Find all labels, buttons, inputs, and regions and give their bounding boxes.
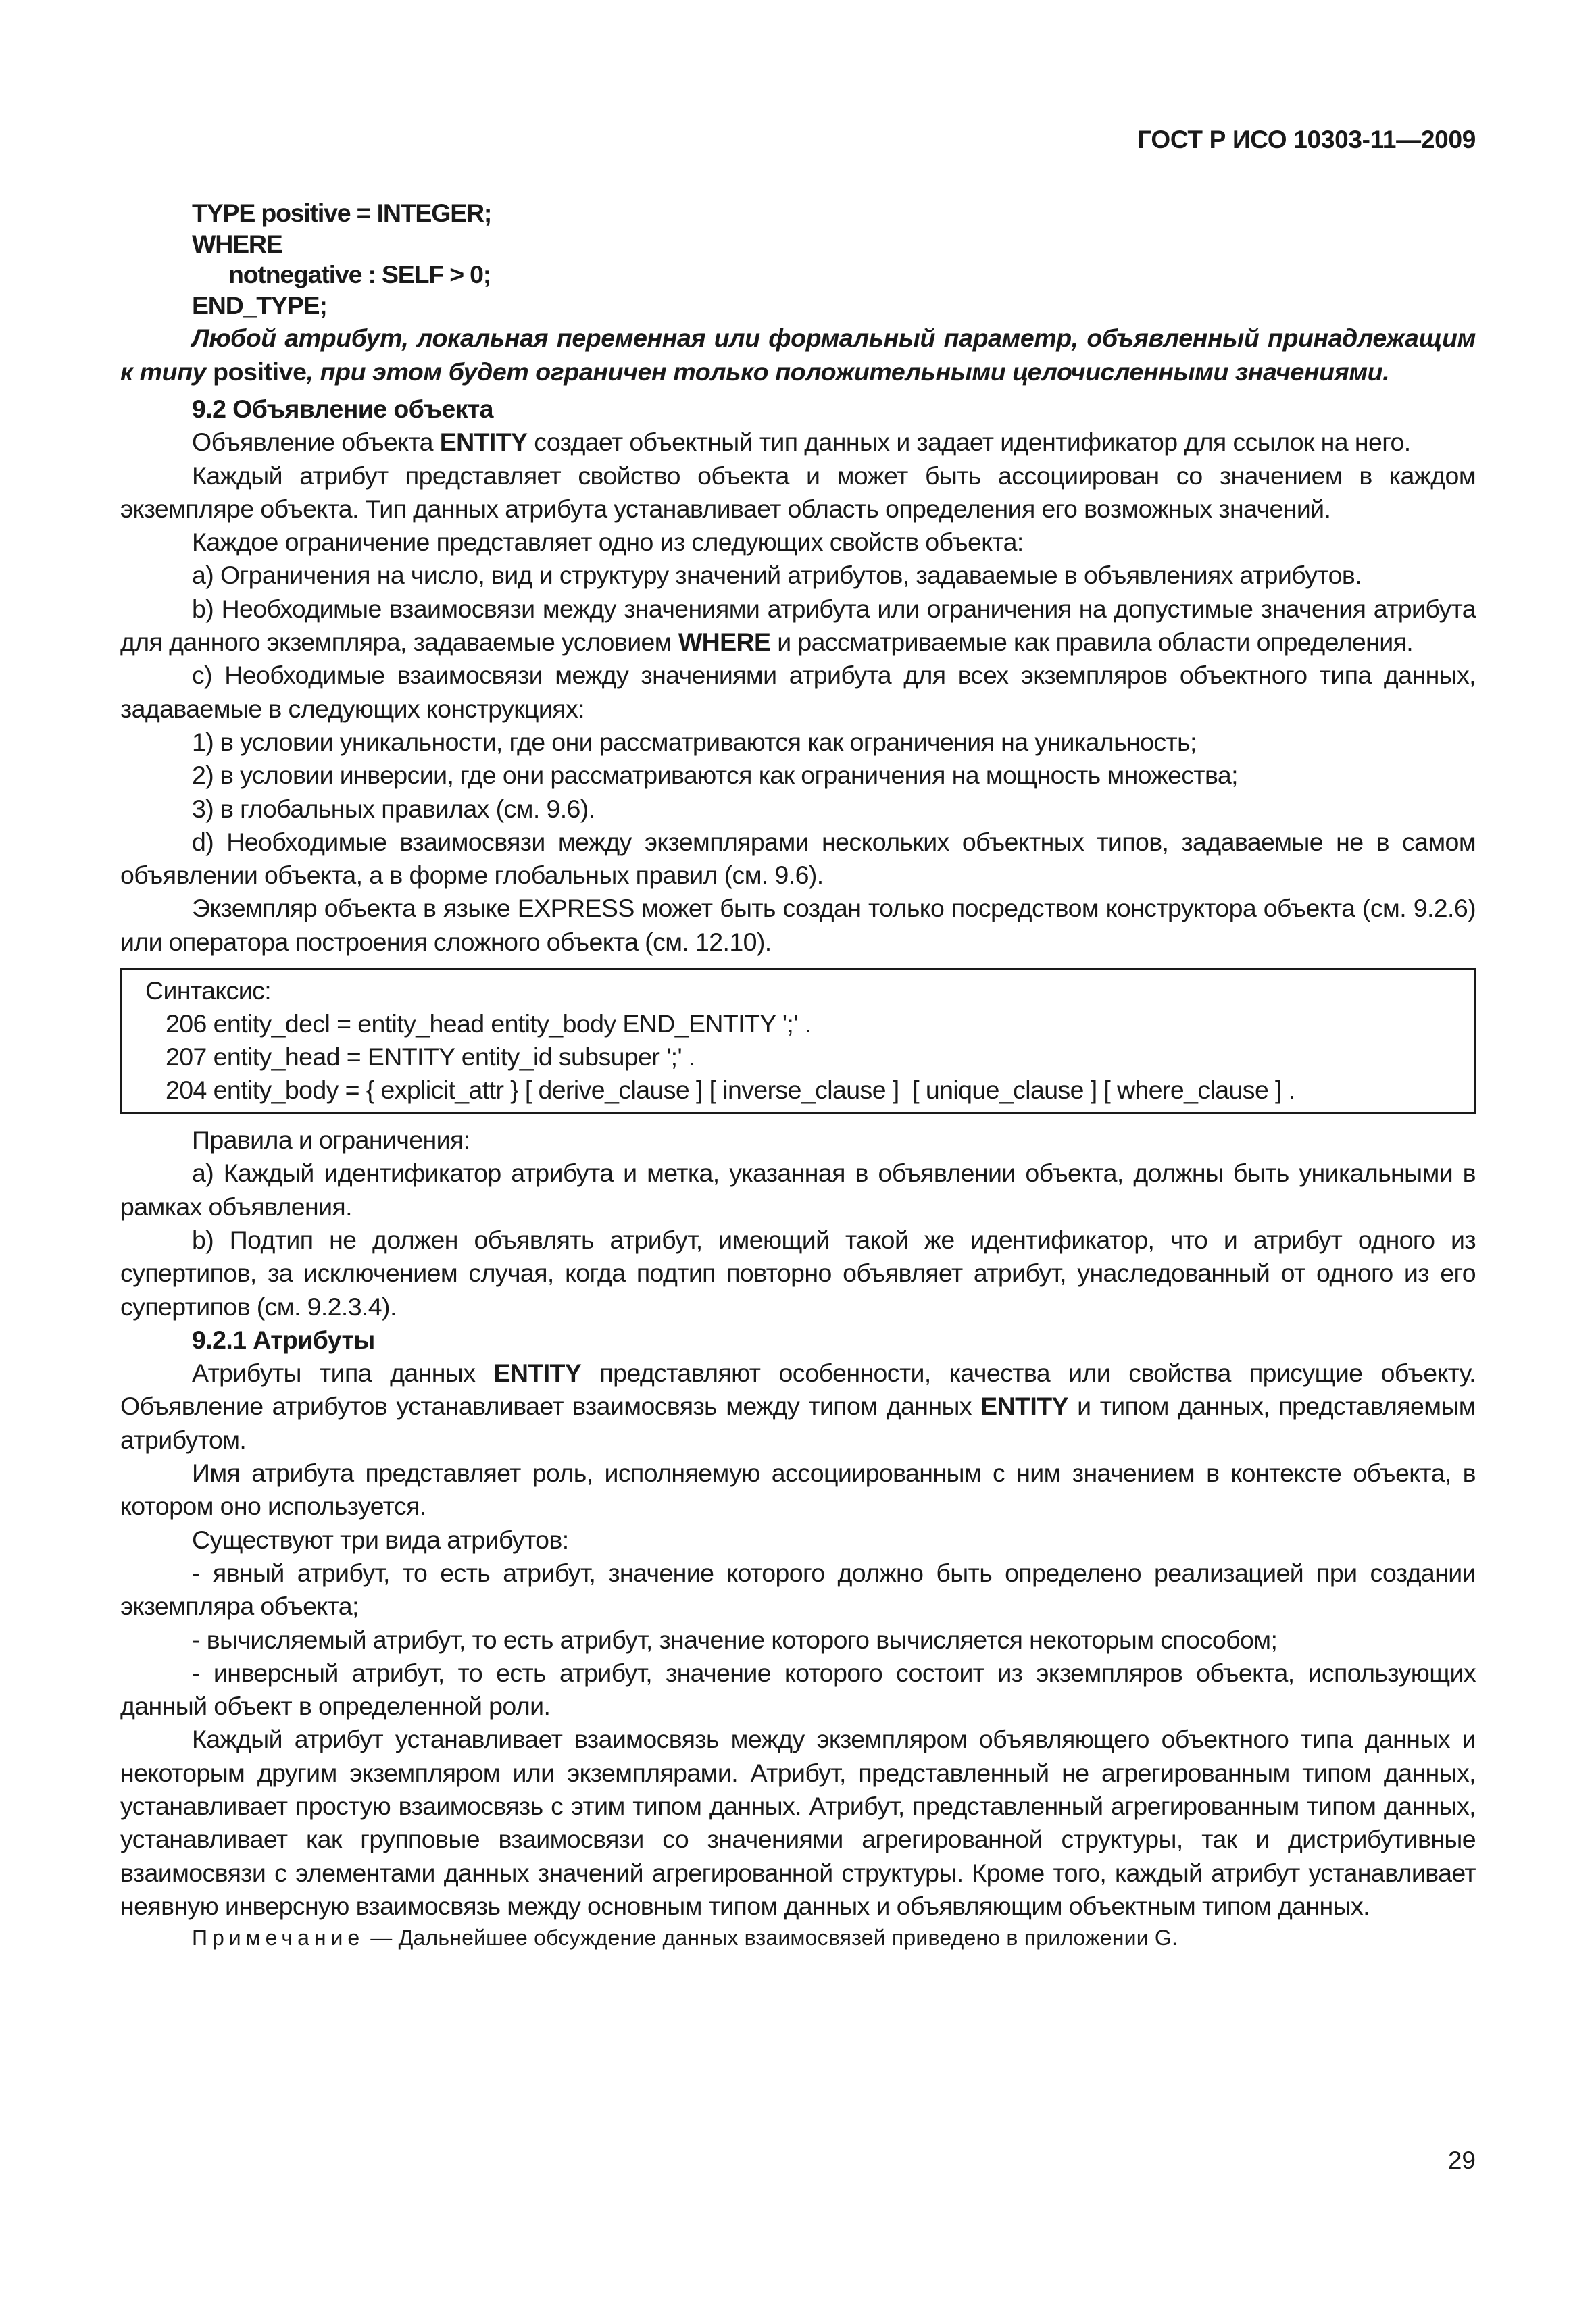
list-item: a) Ограничения на число, вид и структуру значений атрибутов, задаваемые в объявлениях атрибутов. <box>192 561 1362 590</box>
list-item: c) Необходимые взаимосвязи между значениями атрибута для всех экземпляров объектного типа данных, задаваемые в следующих конструкциях: <box>120 661 1476 723</box>
keyword: WHERE <box>678 628 771 657</box>
note-label: Примечание <box>192 1926 365 1951</box>
type-definition-paragraph <box>120 321 1476 388</box>
syntax-rule: 206 entity_decl = entity_head entity_body END_ENTITY ';' . <box>166 1009 812 1038</box>
code-line: notnegative : SELF > 0; <box>228 260 491 288</box>
paragraph: Каждый атрибут представляет свойство объекта и может быть ассоциирован со значением в каждом экземпляре объекта. Тип данных атрибута устанавливает область определения его возможных значений. <box>120 461 1476 523</box>
list-item: a) Каждый идентификатор атрибута и метка, указанная в объявлении объекта, должны быть уникальными в рамках объявления. <box>120 1159 1476 1221</box>
paragraph: Каждое ограничение представляет одно из следующих свойств объекта: <box>192 528 1024 557</box>
note <box>120 1923 1476 1953</box>
note-text: — Дальнейшее обсуждение данных взаимосвязей приведено в приложении G. <box>364 1926 1178 1951</box>
text-run: b) Необходимые взаимосвязи между значениями атрибута или ограничения на допустимые значения атрибута для данного экземпляра, задаваемые условием <box>120 594 1476 657</box>
paragraph: Экземпляр объекта в языке EXPRESS может быть создан только посредством конструктора объекта (см. 9.2.6) или оператора построения сложного объекта (см. 12.10). <box>120 894 1476 956</box>
syntax-rule: 207 entity_head = ENTITY entity_id subsuper ';' . <box>166 1042 695 1072</box>
text-run: представляют особенности, качества или свойства присущие объекту. Объявление атрибутов устанавливает взаимосвязь между типом данных <box>120 1359 1476 1421</box>
keyword: ENTITY <box>439 428 528 457</box>
list-item: 3) в глобальных правилах (см. 9.6). <box>192 794 595 823</box>
text-run: и рассматриваемые как правила области определения. <box>770 628 1414 657</box>
list-item: 2) в условии инверсии, где они рассматриваются как ограничения на мощность множества; <box>192 761 1238 790</box>
text-run: Объявление объекта <box>192 428 440 457</box>
syntax-rule: 204 entity_body = { explicit_attr } [ derive_clause ] [ inverse_clause ] [ unique_clause ] [ where_clause ] . <box>166 1076 1295 1105</box>
code-line: END_TYPE; <box>192 291 327 320</box>
text-run: создает объектный тип данных и задает идентификатор для ссылок на него. <box>527 428 1411 457</box>
list-item: - вычисляемый атрибут, то есть атрибут, значение которого вычисляется некоторым способом; <box>192 1625 1278 1654</box>
list-item <box>120 593 1476 659</box>
list-item: d) Необходимые взаимосвязи между экземплярами нескольких объектных типов, задаваемые не в самом объявлении объекта, а в форме глобальных правил (см. 9.6). <box>120 827 1476 890</box>
paragraph <box>120 1357 1476 1457</box>
list-item: b) Подтип не должен объявлять атрибут, имеющий такой же идентификатор, что и атрибут одного из супертипов, за исключением случая, когда подтип повторно объявляет атрибут, унаследованный от одного из его супертипов (см. 9.2.3.4). <box>120 1225 1476 1321</box>
definition-keyword: positive <box>213 357 307 386</box>
page-number: 29 <box>1447 2146 1476 2174</box>
list-item: - явный атрибут, то есть атрибут, значение которого должно быть определено реализацией при создании экземпляра объекта; <box>120 1558 1476 1621</box>
code-line: TYPE positive = INTEGER; <box>192 199 492 227</box>
type-code-block <box>120 198 1476 321</box>
section-heading: 9.2.1 Атрибуты <box>192 1325 375 1354</box>
keyword: ENTITY <box>493 1359 582 1388</box>
paragraph: Каждый атрибут устанавливает взаимосвязь между экземпляром объявляющего объектного типа данных и некоторым другим экземпляром или экземплярами. Атрибут, представленный не агрегированным типом данных, устанавливает простую взаимосвязь с этим типом данных. Атрибут, представленный агрегированным типом данных, устанавливает как групповые взаимосвязи со значениями агрегированной структуры, так и дистрибутивные взаимосвязи с элементами данных значений агрегированной структуры. Кроме того, каждый атрибут устанавливает неявную инверсную взаимосвязь между основным типом данных и объявляющим объектным типом данных. <box>120 1725 1476 1920</box>
page-content <box>120 198 1476 1953</box>
paragraph: Имя атрибута представляет роль, исполняемую ассоциированным с ним значением в контексте объекта, в котором оно используется. <box>120 1459 1476 1521</box>
document-header: ГОСТ Р ИСО 10303-11—2009 <box>1137 126 1476 153</box>
syntax-label: Синтаксис: <box>145 976 272 1005</box>
rules-title: Правила и ограничения: <box>192 1126 470 1155</box>
syntax-box <box>120 968 1476 1114</box>
text-run: Атрибуты типа данных <box>192 1359 494 1388</box>
list-item: - инверсный атрибут, то есть атрибут, значение которого состоит из экземпляров объекта, использующих данный объект в определенной роли. <box>120 1658 1476 1721</box>
definition-text: Любой атрибут, локальная переменная или формальный параметр, объявленный принадлежащим к типу <box>120 324 1476 386</box>
paragraph <box>120 426 1476 459</box>
text-run: и типом данных, представляемым атрибутом. <box>120 1392 1476 1454</box>
section-heading: 9.2 Объявление объекта <box>192 395 493 423</box>
list-item: 1) в условии уникальности, где они рассматриваются как ограничения на уникальность; <box>192 727 1197 756</box>
keyword: ENTITY <box>980 1392 1068 1421</box>
code-line: WHERE <box>192 229 282 258</box>
definition-text: , при этом будет ограничен только положительными целочисленными значениями. <box>306 357 1390 386</box>
paragraph: Существуют три вида атрибутов: <box>192 1525 569 1554</box>
